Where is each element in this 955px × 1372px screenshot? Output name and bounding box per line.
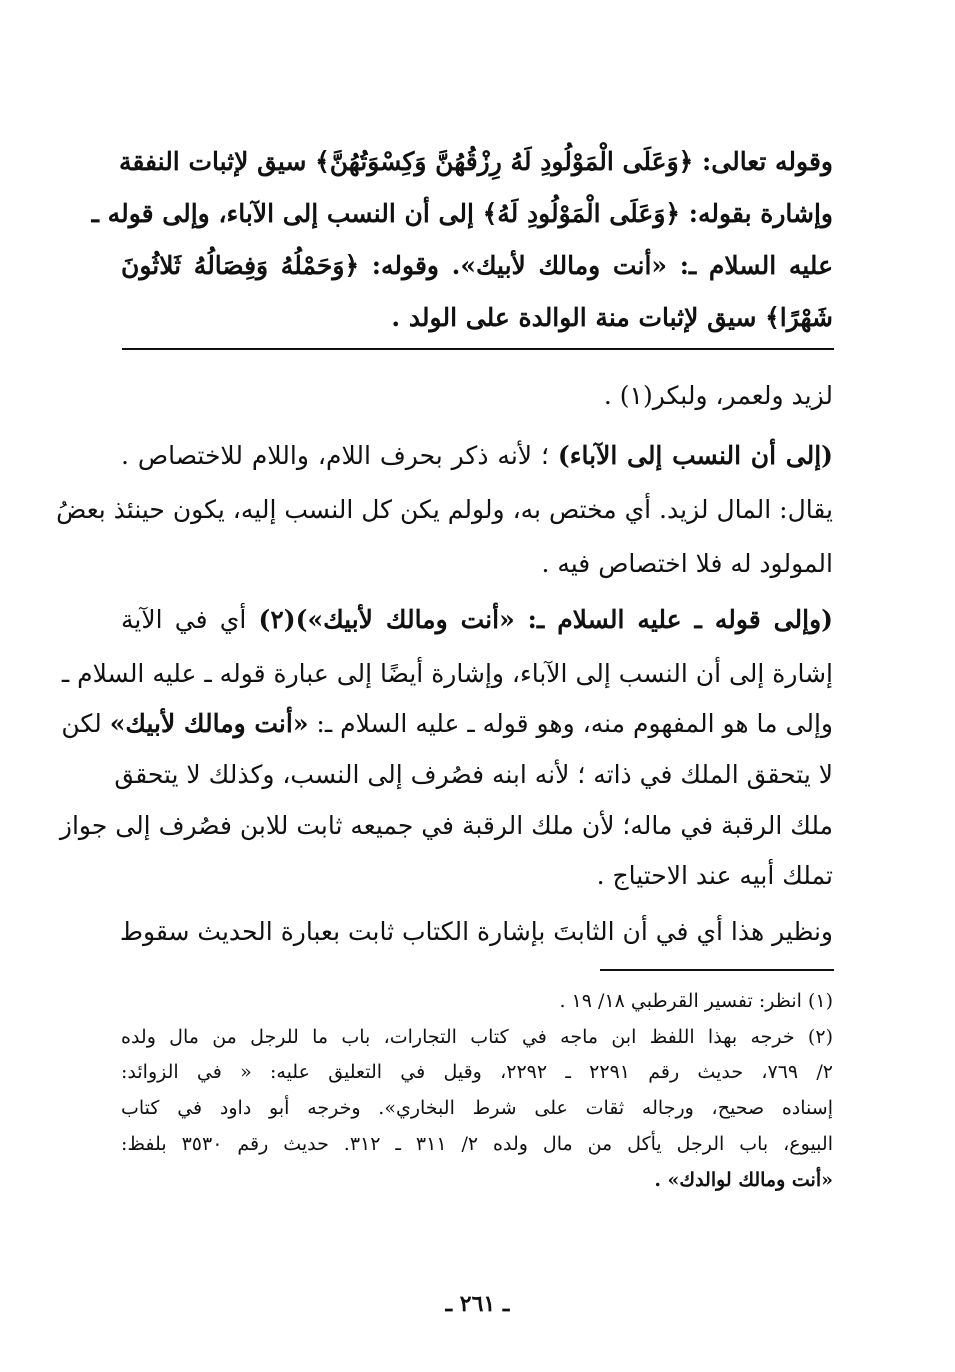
footnote-line: (٢) خرجه بهذا اللفظ ابن ماجه في كتاب التجارات، باب ما للرجل من مال ولده <box>121 1026 833 1048</box>
matn-line: وقوله تعالى: ﴿وَعَلَى الْمَوْلُودِ لَهُ رِزْقُهُنَّ وَكِسْوَتُهُنَّ﴾ سيق لإثبات النفقة <box>118 147 833 176</box>
commentary-text: لكن <box>61 709 102 738</box>
commentary-line: إشارة إلى أن النسب إلى الآباء، وإشارة أيضًا إلى عبارة قوله ـ عليه السلام ـ <box>61 659 833 688</box>
commentary-line: لزيد ولعمر، ولبكر(١) . <box>603 381 833 410</box>
quoted-hadith: «أنت ومالك لأبيك» <box>109 709 309 738</box>
commentary-line <box>61 704 833 746</box>
commentary-line: لا يتحقق الملك في ذاته ؛ لأنه ابنه فصُرف إلى النسب، وكذلك لا يتحقق <box>114 760 833 789</box>
footnote-line: (١) انظر: تفسير القرطبي ١٨/ ١٩ . <box>559 990 833 1012</box>
footnote-separator <box>600 969 834 971</box>
commentary-line: ملك الرقبة في ماله؛ لأن ملك الرقبة في جميعه ثابت للابن فصُرف إلى جواز <box>59 811 833 840</box>
matn-line: شَهْرًا﴾ سيق لإثبات منة الوالدة على الولد . <box>391 303 833 332</box>
main-separator <box>122 348 834 350</box>
commentary-heading: (إلى أن النسب إلى الآباء) <box>557 441 834 470</box>
commentary-text: ؛ لأنه ذكر بحرف اللام، واللام للاختصاص . <box>121 441 549 470</box>
commentary-line: المولود له فلا اختصاص فيه . <box>541 549 833 578</box>
matn-line: وإشارة بقوله: ﴿وَعَلَى الْمَوْلُودِ لَهُ﴾ إلى أن النسب إلى الآباء، وإلى قوله ـ <box>91 199 833 228</box>
commentary-line: تملك أبيه عند الاحتياج . <box>596 861 833 890</box>
page-number: ـ ٢٦١ ـ <box>445 1291 510 1317</box>
commentary-line: يقال: المال لزيد. أي مختص به، ولولم يكن كل النسب إليه، يكون حينئذ بعضُ <box>56 495 833 524</box>
commentary-text: أي في الآية <box>121 605 247 634</box>
commentary-line: ونظير هذا أي في أن الثابتَ بإشارة الكتاب ثابت بعبارة الحديث سقوط <box>119 917 833 946</box>
footnote-line: «أنت ومالك لوالدك» . <box>654 1169 833 1191</box>
footnote-line: البيوع، باب الرجل يأكل من مال ولده ٢/ ٣١١ ـ ٣١٢. حديث رقم ٣٥٣٠ بلفظ: <box>121 1133 833 1155</box>
commentary-heading: (وإلى قوله ـ عليه السلام ـ: «أنت ومالك لأبيك»)(٢) <box>258 605 833 634</box>
matn-line: عليه السلام ـ: «أنت ومالك لأبيك». وقوله: ﴿وَحَمْلُهُ وَفِصَالُهُ ثَلاثُونَ <box>121 251 833 280</box>
commentary-line <box>121 600 833 642</box>
commentary-text: وإلى ما هو المفهوم منه، وهو قوله ـ عليه السلام ـ: <box>316 709 833 738</box>
footnote-line: ٢/ ٧٦٩، حديث رقم ٢٢٩١ ـ ٢٢٩٢، وقيل في التعليق عليه: « في الزوائد: <box>121 1061 833 1083</box>
commentary-line <box>121 436 833 478</box>
footnote-line: إسناده صحيح، ورجاله ثقات على شرط البخاري». وخرجه أبو داود في كتاب <box>121 1097 833 1119</box>
